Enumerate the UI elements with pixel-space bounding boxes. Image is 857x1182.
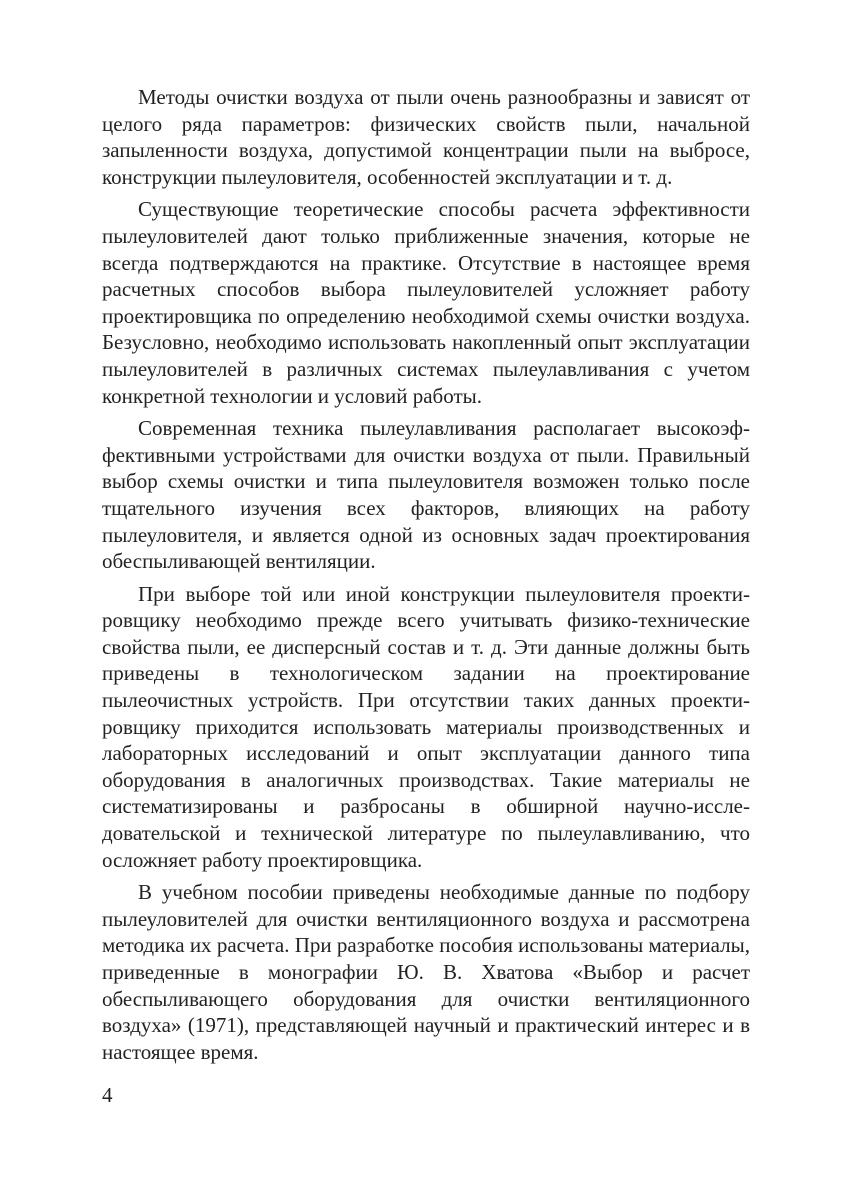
paragraph-calculation-methods: Существующие теоретические способы расчета эффективности пылеуловителей дают только приближенные значения, которые не всегда подтверждаются на практике. Отсутствие в настоящее время расчетных способов выбора пылеуловителей усложняет работу проектировщика по определению необходимой схемы очистки воздуха. Безусловно, необходимо использовать накопленный опыт эксплуатации пылеуловителей в различных системах пылеулавливания с учетом конкретной технологии и условий работы. (102, 197, 750, 408)
paragraph-modern-technology: Современная техника пылеулавливания располагает высокоэффективными устройствами для очистки воздуха от пыли. Правильный выбор схемы очистки и типа пылеуловителя возможен только после тщательного изучения всех факторов, влияющих на работу пылеуловителя, и является одной из основных задач проектирования обеспыливающей вентиляции. (102, 416, 750, 574)
paragraph-dust-cleaning-methods: Методы очистки воздуха от пыли очень разнообразны и зависят от целого ряда параметров: физических свойств пыли, начальной запыленности воздуха, допустимой концентрации пыли на выбросе, конструкции пылеуловителя, особенностей эксплуатации и т. д. (102, 85, 750, 189)
page-number: 4 (102, 1083, 113, 1107)
paragraph-design-selection: При выборе той или иной конструкции пылеуловителя проектировщику необходимо прежде всего учитывать физико-технические свойства пыли, ее дисперсный состав и т. д. Эти данные должны быть приведены в технологическом задании на проектирование пылеочистных устройств. При отсутствии таких данных проектировщику приходится использовать материалы производственных и лабораторных исследований и опыт эксплуатации данного типа оборудования в аналогичных производствах. Такие материалы не систематизированы и разбросаны в обширной научно-исследовательской и технической литературе по пылеулавливанию, что осложняет работу проектировщика. (102, 581, 750, 872)
document-body (102, 84, 750, 1071)
paragraph-textbook-content: В учебном пособии приведены необходимые данные по подбору пылеуловителей для очистки вентиляционного воздуха и рассмотрена методика их расчета. При разработке пособия использованы материалы, приведенные в монографии Ю. В. Хватова «Выбор и расчет обеспыливающего оборудования для очистки вентиляционного воздуха» (1971), представляющей научный и практический интерес и в настоящее время. (102, 880, 750, 1064)
